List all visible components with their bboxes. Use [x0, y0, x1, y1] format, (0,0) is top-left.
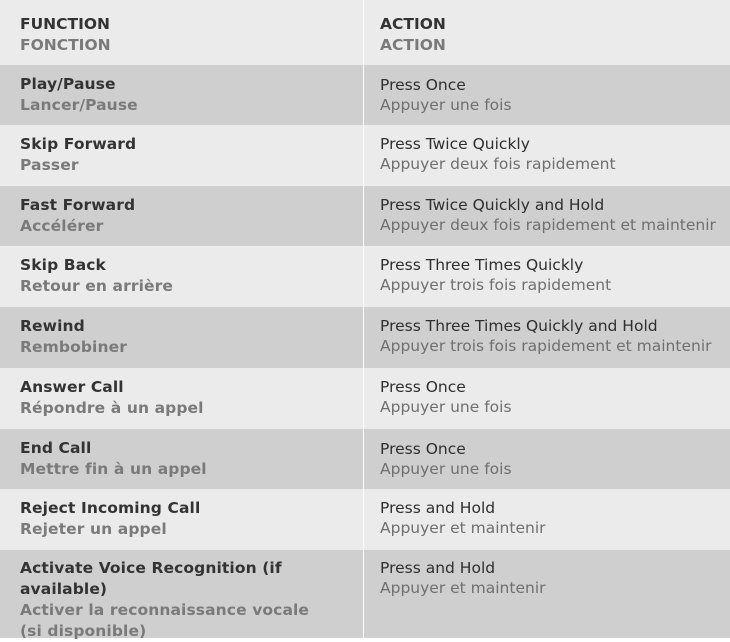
action-fr: Appuyer deux fois rapidement et maintenir: [380, 216, 716, 234]
function-cell: [0, 246, 364, 307]
function-fr: Passer: [20, 156, 79, 174]
action-en: Press Twice Quickly: [380, 135, 530, 153]
function-cell: [0, 550, 364, 638]
function-en: Answer Call: [20, 378, 124, 396]
action-cell: [364, 307, 730, 368]
table-row: [0, 186, 730, 246]
function-en: Rewind: [20, 317, 85, 335]
function-fr: Accélérer: [20, 217, 104, 235]
function-en: End Call: [20, 439, 92, 457]
action-en: Press and Hold: [380, 559, 496, 577]
table-row: [0, 550, 730, 638]
function-en: Skip Forward: [20, 135, 137, 153]
table-row: [0, 429, 730, 489]
action-cell: [364, 186, 730, 246]
function-en: Reject Incoming Call: [20, 499, 201, 517]
table-row: [0, 368, 730, 429]
header-function-fr: FONCTION: [20, 36, 111, 54]
function-cell: [0, 125, 364, 186]
function-cell: [0, 186, 364, 246]
action-en: Press Three Times Quickly and Hold: [380, 317, 658, 335]
action-cell: [364, 125, 730, 186]
header-action-cell: [364, 0, 730, 65]
function-fr: Mettre fin à un appel: [20, 460, 207, 478]
action-fr: Appuyer une fois: [380, 398, 512, 416]
action-cell: [364, 489, 730, 550]
action-fr: Appuyer deux fois rapidement: [380, 155, 616, 173]
action-fr: Appuyer et maintenir: [380, 519, 546, 537]
action-fr: Appuyer trois fois rapidement: [380, 276, 612, 294]
action-en: Press Once: [380, 440, 466, 458]
function-fr: Rejeter un appel: [20, 520, 167, 538]
action-en: Press Once: [380, 378, 466, 396]
function-cell: [0, 307, 364, 368]
function-en: Activate Voice Recognition (if available): [20, 559, 282, 598]
action-fr: Appuyer une fois: [380, 96, 512, 114]
function-fr: Lancer/Pause: [20, 96, 138, 114]
table-row: [0, 65, 730, 125]
function-fr: Rembobiner: [20, 338, 127, 356]
action-cell: [364, 429, 730, 489]
action-fr: Appuyer une fois: [380, 460, 512, 478]
function-cell: [0, 429, 364, 489]
table-row: [0, 307, 730, 368]
action-cell: [364, 246, 730, 307]
action-cell: [364, 550, 730, 638]
header-function-en: FUNCTION: [20, 15, 111, 33]
function-fr: Activer la reconnaissance vocale: [20, 601, 310, 619]
header-function-cell: [0, 0, 364, 65]
table-row: [0, 489, 730, 550]
function-en: Skip Back: [20, 256, 106, 274]
table-header: [0, 0, 730, 65]
action-en: Press Twice Quickly and Hold: [380, 196, 605, 214]
function-fr-continued: (si disponible): [20, 622, 147, 640]
header-action-en: ACTION: [380, 15, 446, 33]
table-row: [0, 125, 730, 186]
function-fr: Répondre à un appel: [20, 399, 204, 417]
action-cell: [364, 65, 730, 125]
action-en: Press Three Times Quickly: [380, 256, 584, 274]
action-fr: Appuyer et maintenir: [380, 579, 546, 597]
action-en: Press Once: [380, 76, 466, 94]
function-cell: [0, 65, 364, 125]
action-en: Press and Hold: [380, 499, 496, 517]
header-action-fr: ACTION: [380, 36, 446, 54]
function-cell: [0, 368, 364, 429]
function-en: Play/Pause: [20, 75, 116, 93]
function-cell: [0, 489, 364, 550]
function-fr: Retour en arrière: [20, 277, 173, 295]
action-fr: Appuyer trois fois rapidement et maintenir: [380, 337, 712, 355]
function-en: Fast Forward: [20, 196, 136, 214]
table-row: [0, 246, 730, 307]
action-cell: [364, 368, 730, 429]
